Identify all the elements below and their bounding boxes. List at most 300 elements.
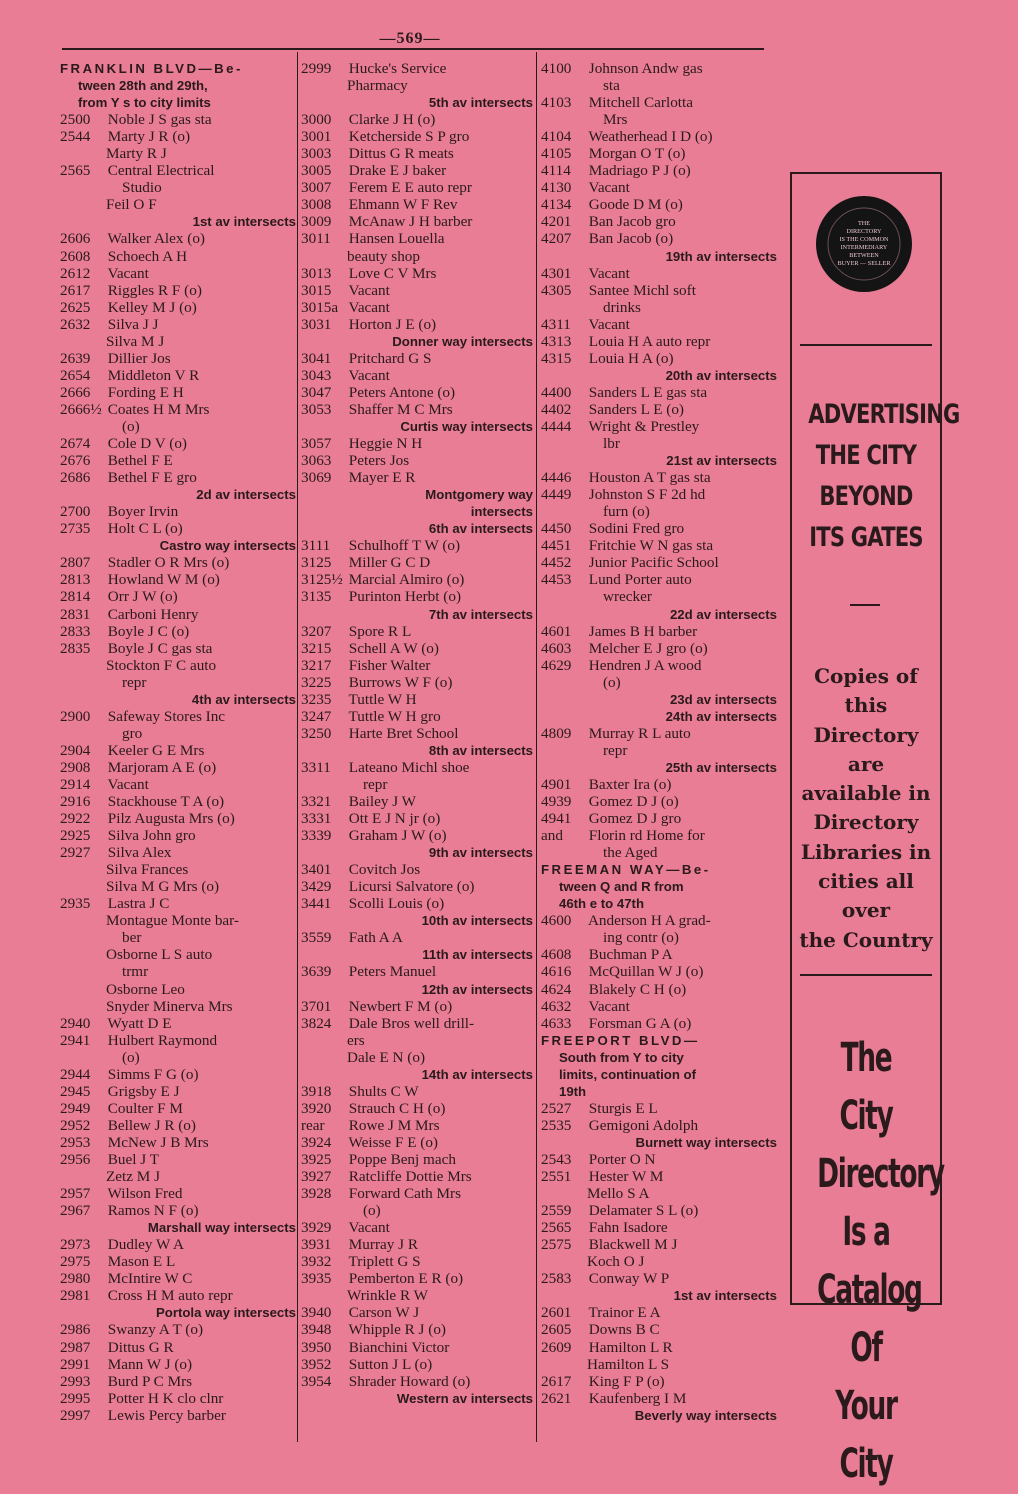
house-number: 2814 [60,588,91,606]
resident-name: King F P (o) [588,1372,665,1390]
address-entry [301,401,533,418]
entry-continuation: furn (o) [603,503,650,521]
seal-text [831,220,897,268]
address-entry [541,640,777,657]
house-number: 2995 [60,1389,91,1407]
house-number: 4207 [541,230,572,248]
address-entry [541,571,777,588]
entry-continuation: Koch O J [587,1253,645,1271]
cross-street-intersects: Castro way intersects [159,538,296,554]
advertising-slogan [808,394,960,558]
address-entry [60,844,296,861]
address-entry [60,742,296,759]
resident-name: Lewis Percy barber [107,1406,226,1424]
house-number: 4100 [541,60,572,77]
resident-name: Orr J W (o) [107,588,178,606]
entry-continuation: repr [603,741,628,759]
resident-name: Bethel F E [107,452,173,470]
resident-name: Dudley W A [107,1236,185,1254]
house-number: 4446 [541,469,572,487]
cross-street-intersects: 2d av intersects [196,487,296,503]
entry-continuation: Marty R J [106,145,167,163]
street-heading-line: 19th [559,1083,587,1099]
address-entry [541,1390,777,1407]
resident-name: Mitchell Carlotta [588,94,693,112]
house-number: 2835 [60,639,91,657]
house-number: 2940 [60,1014,91,1032]
directory-column-2 [301,60,533,1407]
address-entry [60,759,296,776]
resident-name: Vacant [348,366,390,384]
resident-name: Wright & Prestley [588,417,700,435]
house-number: 2500 [60,111,91,129]
resident-name: Bailey J W [348,793,417,811]
address-entry [301,929,533,946]
house-number: 2625 [60,298,91,316]
house-number: 4629 [541,656,572,674]
directory-seal-emblem [816,196,912,292]
entry-continuation: (o) [122,1048,140,1066]
resident-name: Fritchie W N gas sta [588,537,714,555]
house-number: 3013 [301,264,332,282]
address-entry [60,588,296,605]
address-entry [541,213,777,230]
cross-street-intersects: 19th av intersects [665,248,777,264]
house-number: 3041 [301,349,332,367]
copies-line: over [841,898,891,923]
copies-line: available in [801,781,931,806]
resident-name: Blakely C H (o) [588,980,687,998]
house-number: 3069 [301,469,332,487]
address-entry [301,1339,533,1356]
entry-continuation: Dale E N (o) [347,1048,426,1066]
house-number: 4601 [541,622,572,640]
house-number: 2957 [60,1185,91,1203]
copies-line: this [844,693,888,718]
house-number: 2922 [60,810,91,828]
address-entry [60,1321,296,1338]
address-entry [301,316,533,333]
resident-name: Dillier Jos [107,349,171,367]
address-entry [301,827,533,844]
house-number: 2987 [60,1338,91,1356]
resident-name: Hendren J A wood [588,656,702,674]
address-entry [60,299,296,316]
house-number: 2973 [60,1236,91,1254]
resident-name: Covitch Jos [348,861,421,879]
resident-name: Silva John gro [107,827,196,845]
house-number: 4311 [541,315,571,333]
house-number: 3003 [301,145,332,163]
entry-continuation: Zetz M J [106,1168,160,1186]
street-heading-line: FREEPORT BLVD— [541,1032,700,1048]
copies-line: Directory [813,810,919,835]
resident-name: Silva Alex [107,844,172,862]
resident-name: Schulhoff T W (o) [348,537,461,555]
address-entry [541,418,777,435]
house-number: and [541,827,563,845]
resident-name: McAnaw J H barber [348,213,473,231]
cross-street-intersects: 22d av intersects [669,606,777,622]
cross-street-intersects: 9th av intersects [428,845,533,861]
house-number: 4632 [541,997,572,1015]
house-number: 3001 [301,128,332,146]
address-entry [301,657,533,674]
entry-continuation: Hamilton L S [587,1355,670,1373]
address-entry [60,503,296,520]
house-number: 4400 [541,383,572,401]
entry-continuation: Wrinkle R W [347,1287,428,1305]
resident-name: Safeway Stores Inc [107,707,226,725]
address-entry [301,1321,533,1338]
house-number: 2527 [541,1099,572,1117]
resident-name: Ramos N F (o) [107,1202,199,1220]
house-number: 2949 [60,1099,91,1117]
resident-name: Forsman G A (o) [588,1014,692,1032]
address-entry [301,435,533,452]
catalog-line: The City [839,1035,893,1139]
resident-name: Ratcliffe Dottie Mrs [348,1168,472,1186]
resident-name: Lastra J C [107,895,170,913]
cross-street-intersects: intersects [470,504,533,520]
house-number: 4603 [541,639,572,657]
top-rule [62,48,764,50]
entry-continuation: Feil O F [106,196,157,214]
house-number: 4301 [541,264,572,282]
address-entry [541,316,777,333]
entry-continuation: the Aged [603,844,658,862]
house-number: 3927 [301,1168,332,1186]
cross-street-intersects: 21st av intersects [666,453,777,469]
house-number: 4624 [541,980,572,998]
address-entry [541,162,777,179]
address-entry [541,810,777,827]
resident-name: Dittus G R [107,1338,174,1356]
house-number: 2559 [541,1202,572,1220]
resident-name: Anderson H A grad- [587,912,711,930]
address-entry [541,1304,777,1321]
cross-street-intersects: 5th av intersects [428,95,533,111]
resident-name: Lateano Michl shoe [348,758,470,776]
house-number: 2606 [60,230,91,248]
address-entry [60,248,296,265]
house-number: 2535 [541,1116,572,1134]
resident-name: Marjoram A E (o) [107,758,217,776]
address-entry [541,981,777,998]
copies-available-notice [792,662,940,955]
address-entry [301,1270,533,1287]
resident-name: Graham J W (o) [348,827,447,845]
address-entry [301,1100,533,1117]
address-entry [60,384,296,401]
address-entry [541,1168,777,1185]
resident-name: Santee Michl soft [588,281,696,299]
house-number: 4105 [541,145,572,163]
address-entry [60,1373,296,1390]
resident-name: Rowe J M Mrs [348,1116,440,1134]
entry-continuation: (o) [603,673,621,691]
address-entry [60,1356,296,1373]
advertising-line: ITS GATES [809,522,923,553]
house-number: 2916 [60,793,91,811]
resident-name: Gomez D J (o) [588,793,679,811]
address-entry [60,350,296,367]
house-number: 3311 [301,758,331,776]
resident-name: Central Electrical [107,162,215,180]
entry-continuation: Snyder Minerva Mrs [106,997,233,1015]
house-number: 3441 [301,895,332,913]
resident-name: Vacant [107,264,149,282]
house-number: 3235 [301,690,332,708]
house-number: 4941 [541,810,572,828]
resident-name: Buel J T [107,1151,159,1168]
entry-continuation: lbr [603,435,620,453]
resident-name: McNew J B Mrs [107,1133,209,1151]
entry-continuation: Silva M G Mrs (o) [106,878,220,896]
address-entry [301,963,533,980]
resident-name: Whipple R J (o) [348,1321,446,1339]
resident-name: Miller G C D [348,554,431,572]
house-number: 4451 [541,537,572,555]
house-number: 2980 [60,1270,91,1288]
house-number: 2944 [60,1065,91,1083]
resident-name: Schoech A H [107,247,188,265]
resident-name: Florin rd Home for [588,827,705,845]
address-entry [301,878,533,895]
resident-name: Strauch C H (o) [348,1099,446,1117]
address-entry [541,469,777,486]
house-number: 2953 [60,1133,91,1151]
house-number: 3918 [301,1082,332,1100]
address-entry [541,946,777,963]
resident-name: Conway W P [588,1270,670,1288]
cross-street-intersects: 1st av intersects [192,214,296,230]
resident-name: Wilson Fred [107,1185,183,1203]
house-number: 2975 [60,1253,91,1271]
resident-name: Mann W J (o) [107,1355,193,1373]
house-number: 4402 [541,400,572,418]
cross-street-intersects: 25th av intersects [665,759,777,775]
house-number: 3111 [301,537,331,555]
house-number: 2927 [60,844,91,862]
address-entry [301,998,533,1015]
address-entry [60,1270,296,1287]
resident-name: Ketcherside S P gro [348,128,470,146]
resident-name: McIntire W C [107,1270,193,1288]
house-number: 3250 [301,724,332,742]
column-divider [536,52,537,1442]
resident-name: Baxter Ira (o) [588,775,672,793]
address-entry [301,230,533,247]
resident-name: Marty J R (o) [107,128,191,146]
address-entry [541,401,777,418]
entry-continuation: Studio [122,179,162,197]
resident-name: Horton J E (o) [348,315,437,333]
resident-name: Potter H K clo clnr [107,1389,224,1407]
resident-name: Hester W M [588,1168,664,1186]
resident-name: McQuillan W J (o) [588,963,704,981]
copies-line: Directory are [813,722,919,776]
resident-name: Trainor E A [588,1304,661,1322]
cross-street-intersects: 20th av intersects [665,367,777,383]
address-entry [60,606,296,623]
cross-street-intersects: Portola way intersects [156,1305,296,1321]
resident-name: Gomez D J gro [588,810,682,828]
address-entry [301,1373,533,1390]
address-entry [60,316,296,333]
street-heading-line: FRANKLIN BLVD—Be- [60,61,243,76]
address-entry [60,1151,296,1168]
cross-street-intersects: Curtis way intersects [400,418,533,434]
house-number: 4305 [541,281,572,299]
house-number: 2991 [60,1355,91,1373]
cross-street-intersects: Donner way intersects [392,333,533,349]
address-entry [541,623,777,640]
house-number: 3929 [301,1219,332,1237]
address-entry [541,537,777,554]
house-number: 3952 [301,1355,332,1373]
address-entry [301,759,533,776]
entry-continuation: Silva Frances [106,861,189,879]
house-number: 3125 [301,554,332,572]
house-number: 2601 [541,1304,572,1322]
advertising-line: BEYOND [819,481,913,512]
resident-name: Love C V Mrs [348,264,437,282]
house-number: 3824 [301,1014,332,1032]
address-entry [60,1032,296,1049]
resident-name: Goode D M (o) [588,196,683,214]
resident-name: Carboni Henry [107,605,199,623]
address-entry [60,230,296,247]
resident-name: Melcher E J gro (o) [588,639,708,657]
house-number: 4809 [541,724,572,742]
advertisement-panel [790,172,960,1487]
cross-street-intersects: 8th av intersects [428,742,533,758]
house-number: 2612 [60,264,91,282]
resident-name: Vacant [348,281,390,299]
resident-name: Fath A A [348,929,403,947]
resident-name: Swanzy A T (o) [107,1321,203,1339]
house-number: 3429 [301,878,332,896]
resident-name: Mayer E R [348,469,416,487]
address-entry [60,1015,296,1032]
cross-street-intersects: Western av intersects [396,1390,533,1406]
resident-name: Ferem E E auto repr [348,179,472,197]
resident-name: Boyle J C (o) [107,622,190,640]
cross-street-intersects: 6th av intersects [428,521,533,537]
copies-line: the Country [799,927,933,952]
house-number: rear [301,1116,325,1134]
resident-name: Murray R L auto [588,724,691,742]
resident-name: Tuttle W H gro [348,707,441,725]
house-number: 2605 [541,1321,572,1339]
address-entry [541,350,777,367]
house-number: 3931 [301,1236,332,1254]
resident-name: Junior Pacific School [588,554,719,572]
address-entry [60,640,296,657]
entry-continuation: Montague Monte bar- [106,912,239,930]
address-entry [541,963,777,980]
address-entry [541,1100,777,1117]
house-number: 4901 [541,775,572,793]
address-entry [60,1339,296,1356]
house-number: 4315 [541,349,572,367]
address-entry [541,776,777,793]
address-entry [60,1134,296,1151]
resident-name: Peters Antone (o) [348,383,456,401]
house-number: 3701 [301,997,332,1015]
house-number: 2608 [60,247,91,265]
house-number: 3339 [301,827,332,845]
resident-name: Clarke J H (o) [348,111,436,129]
house-number: 2908 [60,758,91,776]
seal-text-line: BETWEEN [849,252,879,259]
address-entry [60,520,296,537]
address-entry [541,1219,777,1236]
address-entry [301,554,533,571]
resident-name: Coates H M Mrs [107,400,210,418]
address-entry [60,1236,296,1253]
resident-name: Scolli Louis (o) [348,895,445,913]
house-number: 2565 [60,162,91,180]
address-entry [301,162,533,179]
house-number: 2617 [541,1372,572,1390]
house-number: 3950 [301,1338,332,1356]
house-number: 4450 [541,520,572,538]
address-entry [301,1168,533,1185]
house-number: 3948 [301,1321,332,1339]
house-number: 2674 [60,435,91,453]
street-heading-line: FREEMAN WAY—Be- [541,862,711,878]
house-number: 3928 [301,1185,332,1203]
house-number: 3008 [301,196,332,214]
house-number: 3125½ [301,571,343,589]
entry-continuation: repr [122,673,147,691]
house-number: 2831 [60,605,91,623]
resident-name: Forward Cath Mrs [348,1185,462,1203]
resident-name: Bellew J R (o) [107,1116,196,1134]
address-entry [301,196,533,213]
address-entry [541,94,777,111]
resident-name: Pritchard G S [348,349,432,367]
seal-text-line: IS THE COMMON [839,236,889,243]
resident-name: Blackwell M J [588,1236,678,1254]
catalog-line: Directory [817,1151,944,1197]
address-entry [301,1015,533,1032]
cross-street-intersects: Burnett way intersects [635,1134,777,1150]
address-entry [301,708,533,725]
seal-text-line: INTERMEDIARY [840,244,888,251]
ad-divider [800,974,932,976]
house-number: 2609 [541,1338,572,1356]
resident-name: Boyle J C gas sta [107,639,213,657]
house-number: 4103 [541,94,572,112]
resident-name: Fording E H [107,383,184,401]
street-heading-line: limits, continuation of [559,1066,696,1082]
cross-street-intersects: 1st av intersects [673,1288,777,1304]
address-entry [541,1236,777,1253]
resident-name: Grigsby E J [107,1082,180,1100]
resident-name: Stackhouse T A (o) [107,793,225,811]
resident-name: Shrader Howard (o) [348,1372,471,1390]
cross-street-intersects: 23d av intersects [669,691,777,707]
address-entry [301,1185,533,1202]
house-number: 3015a [301,298,339,316]
resident-name: Vacant [588,315,630,333]
entry-continuation: Mello S A [587,1185,650,1203]
resident-name: Morgan O T (o) [588,145,686,163]
house-number: 2686 [60,469,91,487]
